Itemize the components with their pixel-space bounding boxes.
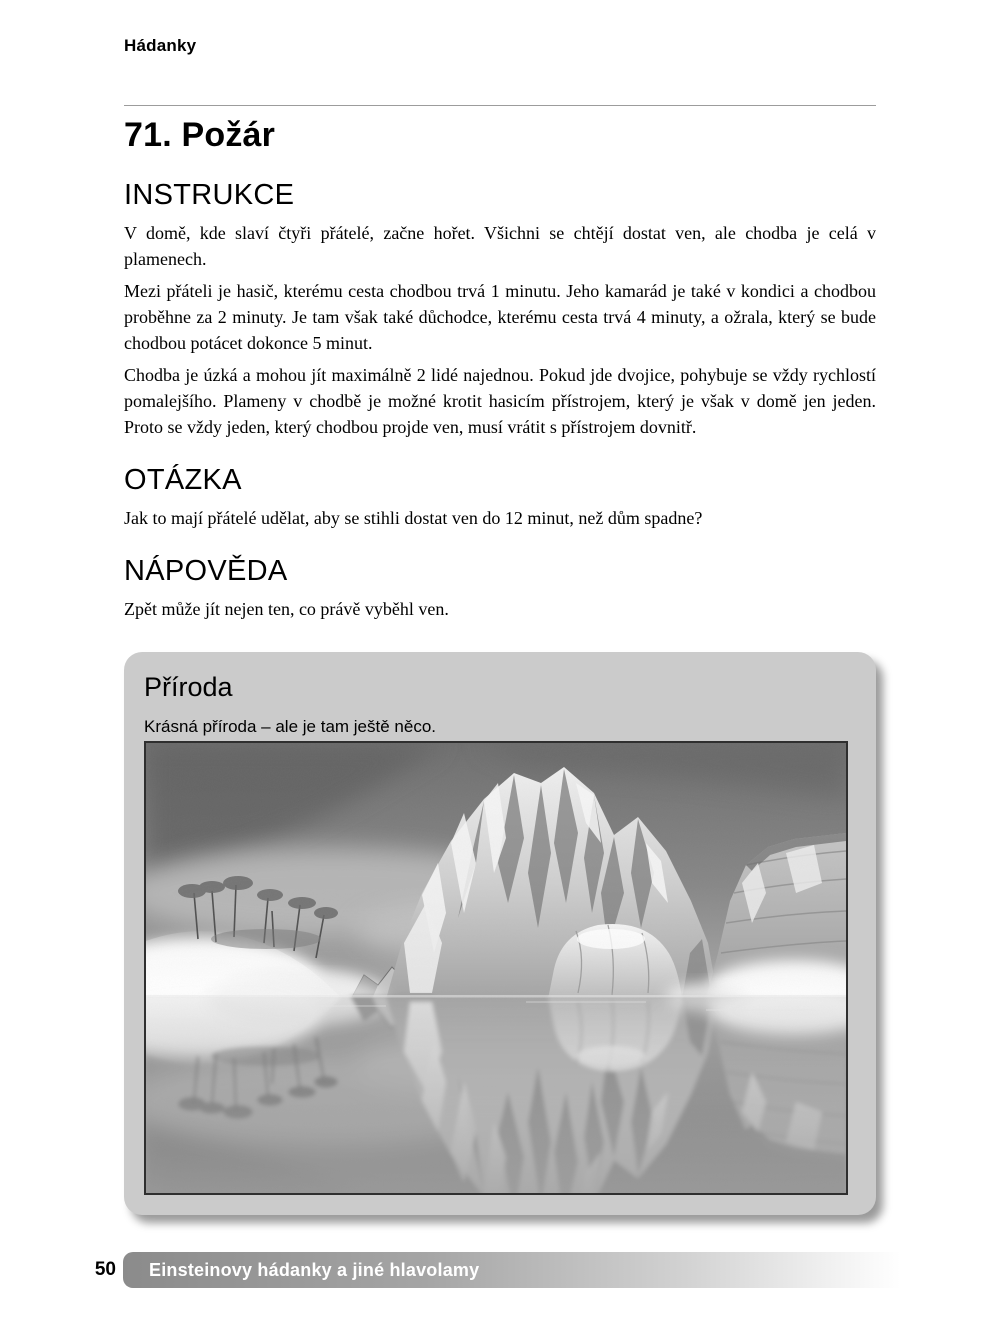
page-content [124, 0, 876, 1215]
question-heading: OTÁZKA [124, 464, 242, 496]
hint-text: Zpět může jít nejen ten, co právě vyběhl ven. [124, 599, 449, 619]
puzzle-title: 71. Požár [124, 116, 276, 154]
book-title: Einsteinovy hádanky a jiné hlavolamy [149, 1260, 480, 1280]
nature-image [144, 741, 848, 1195]
page-number: 50 [94, 1259, 116, 1280]
question-text: Jak to mají přátelé udělat, aby se stihli dostat ven do 12 minut, než dům spadne? [124, 508, 703, 528]
instructions-paragraph: Mezi přáteli je hasič, kterému cesta chodbou trvá 1 minutu. Jeho kamarád je také v kondici a chodbou proběhne za 2 minuty. Je tam však také důchodce, kterému cesta trvá 4 minuty, a ožrala, který se bude chodbou potácet dokonce 5 minut. [124, 281, 876, 353]
film-grain [146, 743, 846, 1193]
instructions-paragraph: V domě, kde slaví čtyři přátelé, začne hořet. Všichni se chtějí dostat ven, ale chodba je celá v plamenech. [124, 223, 876, 269]
nature-box [124, 652, 876, 1215]
instructions-paragraph: Chodba je úzká a mohou jít maximálně 2 lidé najednou. Pokud jde dvojice, pohybuje se vždy rychlostí pomalejšího. Plameny v chodbě je možné krotit hasicím přístrojem, který je však v domě jen jeden. Proto se vždy jeden, který chodbou projde ven, musí vrátit s přístrojem dovnitř. [124, 365, 876, 437]
instructions-heading: INSTRUKCE [124, 179, 295, 211]
nature-image-svg [146, 743, 846, 1193]
nature-box-title: Příroda [144, 672, 233, 702]
footer [0, 1252, 987, 1288]
footer-bar [123, 1252, 987, 1288]
running-head: Hádanky [124, 36, 197, 55]
section-divider [124, 105, 876, 106]
hint-heading: NÁPOVĚDA [124, 555, 288, 587]
nature-box-caption: Krásná příroda – ale je tam ještě něco. [144, 717, 436, 736]
